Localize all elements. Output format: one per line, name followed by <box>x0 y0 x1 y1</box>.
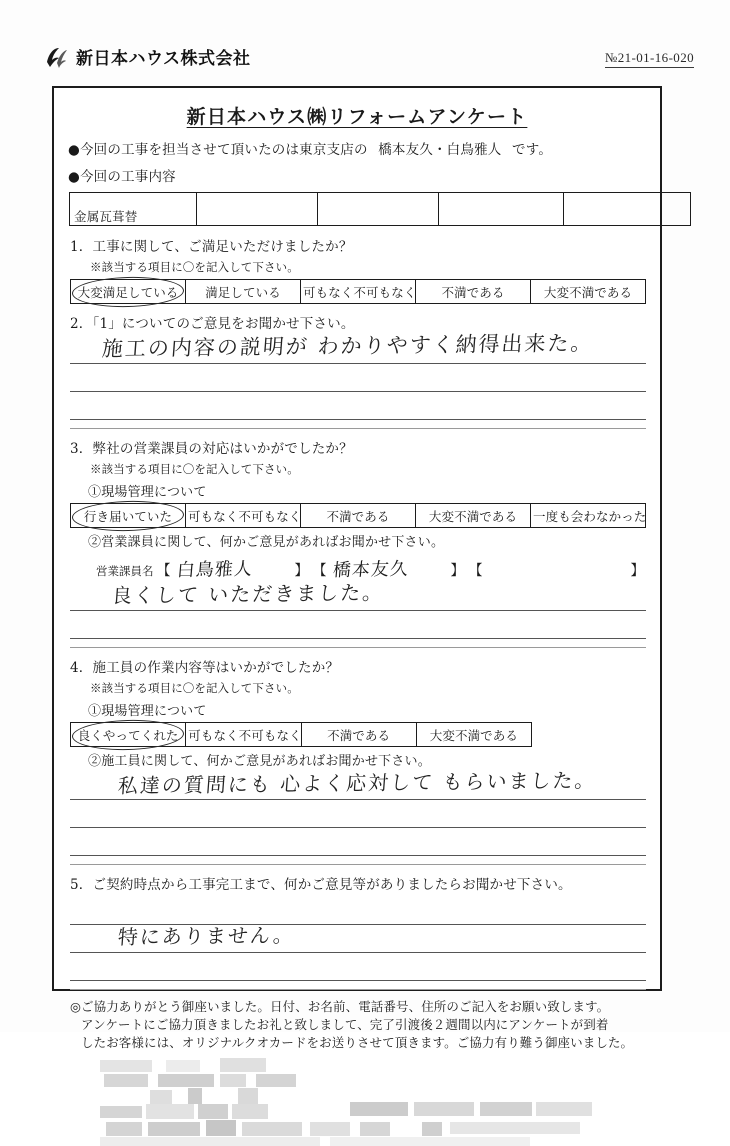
question-3-answer: 良くして いただきました。 <box>110 580 386 608</box>
q3-option-3[interactable]: 大変不満である <box>416 504 531 528</box>
company-logo <box>44 44 251 69</box>
section-divider <box>70 864 646 865</box>
bracket-close-icon: 】 <box>294 563 309 579</box>
table-row <box>71 723 532 747</box>
table-row <box>71 504 646 528</box>
question-4-answer-area[interactable] <box>70 768 646 856</box>
section-divider <box>70 647 646 648</box>
question-4-answer: 私達の質問にも 心よく応対して もらいました。 <box>117 768 598 798</box>
work-cell-1[interactable]: 金属瓦葺替 <box>70 193 197 226</box>
write-line[interactable] <box>70 580 646 611</box>
question-5-answer: 特にありません。 <box>116 922 296 950</box>
question-3-title: 3．弊社の営業課員の対応はいかがでしたか？ <box>70 441 353 457</box>
footer-line-2: アンケートにご協力頂きましたお礼と致しまして、完了引渡後２週間以内にアンケートが到着 <box>81 1017 609 1033</box>
company-name: 新日本ハウス株式会社 <box>76 49 251 69</box>
question-4-options <box>70 722 532 747</box>
intro-suffix: です。 <box>512 142 553 158</box>
footer-note <box>70 998 650 1052</box>
section-divider <box>70 428 646 429</box>
write-line[interactable] <box>70 330 646 364</box>
work-cell-5[interactable] <box>564 193 691 226</box>
work-cell-4[interactable] <box>439 193 564 226</box>
footer-line-3: したお客様には、オリジナルクオカードをお送りさせて頂きます。ご協力有り難う御座いました。 <box>81 1035 634 1051</box>
document-header <box>0 44 730 84</box>
q3-option-1[interactable]: 可もなく不可もなく <box>186 504 301 528</box>
question-3-answer-area[interactable] <box>70 580 646 639</box>
question-2-answer: 施工の内容の説明が わかりやすく納得出来た。 <box>101 330 595 362</box>
write-line[interactable] <box>70 392 646 420</box>
intro-prefix: ●今回の工事を担当させて頂いたのは東京支店の <box>68 142 368 158</box>
question-1-title: 1．工事に関して、ご満足いただけましたか？ <box>70 239 353 255</box>
question-4-subtitle: ①現場管理について <box>88 704 207 719</box>
question-1-note: ※該当する項目に〇を記入して下さい。 <box>90 260 299 274</box>
work-cell-2[interactable] <box>197 193 318 226</box>
footer-line-1: ◎ご協力ありがとう御座いました。日付、お名前、電話番号、住所のご記入をお願い致します。 <box>70 999 610 1014</box>
q3-option-0[interactable]: 行き届いていた <box>71 504 186 528</box>
q3-option-2[interactable]: 不満である <box>301 504 416 528</box>
bracket-open-icon: 【 <box>468 563 483 579</box>
write-line[interactable] <box>70 953 646 981</box>
intro-line <box>68 138 646 158</box>
staff-name-1: 白鳥雅人 <box>175 558 254 582</box>
bracket-open-icon: 【 <box>312 563 327 579</box>
q1-option-2[interactable]: 可もなく不可もなく <box>301 280 416 304</box>
write-line[interactable] <box>70 800 646 828</box>
write-line[interactable] <box>70 364 646 392</box>
question-5-answer-area[interactable] <box>70 897 646 981</box>
work-cell-3[interactable] <box>318 193 439 226</box>
staff-field-3[interactable] <box>469 560 645 580</box>
question-1-options <box>70 279 646 304</box>
q4-option-0[interactable]: 良くやってくれた <box>71 723 186 747</box>
table-row <box>70 193 691 226</box>
q1-option-1[interactable]: 満足している <box>186 280 301 304</box>
work-content-table <box>69 192 691 226</box>
write-line[interactable] <box>70 922 646 953</box>
question-5-title: 5．ご契約時点から工事完工まで、何かご意見等がありましたらお聞かせ下さい。 <box>70 877 572 893</box>
bracket-close-icon: 】 <box>630 563 645 579</box>
work-content-label: ●今回の工事内容 <box>68 169 176 185</box>
section-divider <box>70 989 646 990</box>
question-4-note: ※該当する項目に〇を記入して下さい。 <box>90 681 299 695</box>
bracket-close-icon: 】 <box>450 563 465 579</box>
form-frame <box>52 86 662 1051</box>
question-2-title: 2．「1」についてのご意見をお聞かせ下さい。 <box>70 316 355 332</box>
staff-name-2: 橋本友久 <box>331 558 410 582</box>
intro-staff-names: 橋本友久・白鳥雅人 <box>378 142 502 158</box>
q1-option-3[interactable]: 不満である <box>416 280 531 304</box>
question-3-subtitle: ①現場管理について <box>88 485 207 500</box>
question-4-subtitle-2: ②施工員に関して、何かご意見があればお聞かせ下さい。 <box>88 754 431 769</box>
question-3-subtitle-2: ②営業課員に関して、何かご意見があればお聞かせ下さい。 <box>88 535 445 550</box>
write-line[interactable] <box>70 611 646 639</box>
staff-name-label: 営業課員名 <box>96 564 154 578</box>
bracket-open-icon: 【 <box>156 563 171 579</box>
question-3-options <box>70 503 646 528</box>
swoosh-logo-icon <box>44 45 70 69</box>
q1-option-0[interactable]: 大変満足している <box>71 280 186 304</box>
document-number: №21-01-16-020 <box>605 50 694 68</box>
question-3-note: ※該当する項目に〇を記入して下さい。 <box>90 462 299 476</box>
q1-option-4[interactable]: 大変不満である <box>531 280 646 304</box>
question-2-answer-area[interactable] <box>70 330 646 420</box>
table-row <box>71 280 646 304</box>
redacted-personal-info <box>70 1058 646 1146</box>
write-line[interactable] <box>70 768 646 800</box>
q4-option-3[interactable]: 大変不満である <box>416 723 531 747</box>
q4-option-1[interactable]: 可もなく不可もなく <box>186 723 301 747</box>
page-title: 新日本ハウス㈱リフォームアンケート <box>186 106 528 128</box>
staff-name-3 <box>483 573 631 576</box>
q3-option-4[interactable]: 一度も会わなかった <box>531 504 646 528</box>
q4-option-2[interactable]: 不満である <box>301 723 416 747</box>
write-line[interactable] <box>70 828 646 856</box>
question-4-title: 4．施工員の作業内容等はいかがでしたか？ <box>70 660 340 676</box>
